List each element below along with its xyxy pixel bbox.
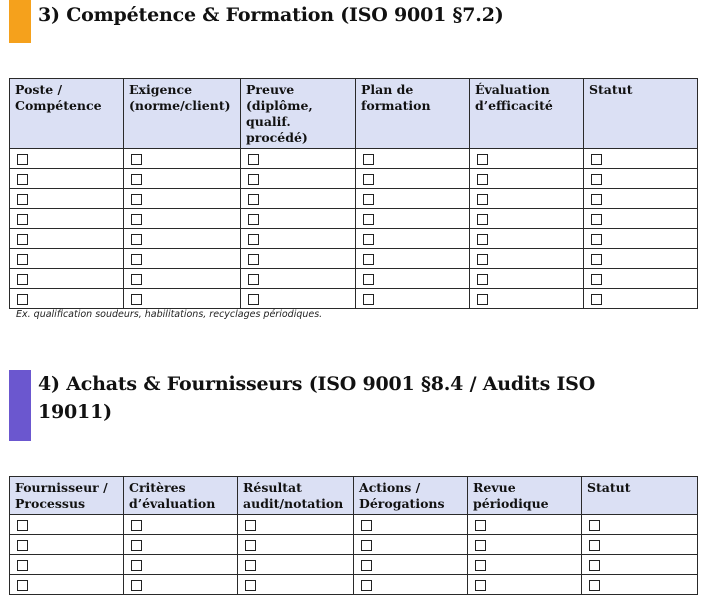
table-cell xyxy=(241,189,356,209)
table-cell xyxy=(354,535,468,555)
table-cell xyxy=(10,535,124,555)
checkbox[interactable] xyxy=(591,254,602,265)
checkbox[interactable] xyxy=(17,520,28,531)
table-cell xyxy=(10,149,124,169)
checkbox[interactable] xyxy=(248,234,259,245)
checkbox[interactable] xyxy=(248,294,259,305)
table-cell xyxy=(241,149,356,169)
table-cell xyxy=(124,189,241,209)
table-cell xyxy=(354,515,468,535)
checkbox[interactable] xyxy=(248,154,259,165)
table-cell xyxy=(356,269,470,289)
table-cell xyxy=(356,169,470,189)
section4-title-line1: 4) Achats & Fournisseurs (ISO 9001 §8.4 / Audits ISO xyxy=(38,373,596,395)
table-cell xyxy=(356,289,470,309)
table-cell xyxy=(584,269,698,289)
table-cell xyxy=(10,555,124,575)
checkbox[interactable] xyxy=(477,254,488,265)
table-cell xyxy=(10,269,124,289)
section3-note: Ex. qualification soudeurs, habilitations, recyclages périodiques. xyxy=(16,309,323,320)
checkbox[interactable] xyxy=(591,294,602,305)
checkbox[interactable] xyxy=(17,234,28,245)
checkbox[interactable] xyxy=(589,520,600,531)
table-cell xyxy=(584,249,698,269)
checkbox[interactable] xyxy=(17,154,28,165)
checkbox[interactable] xyxy=(361,580,372,591)
table-cell xyxy=(468,535,582,555)
checkbox[interactable] xyxy=(363,194,374,205)
header-plan-formation: Plan de formation xyxy=(356,79,470,149)
checkbox[interactable] xyxy=(131,520,142,531)
suppliers-table xyxy=(9,476,698,595)
competence-table xyxy=(9,78,698,309)
table-cell xyxy=(470,149,584,169)
table-row xyxy=(10,555,698,575)
checkbox[interactable] xyxy=(245,520,256,531)
header-resultat-audit: Résultat audit/notation xyxy=(238,477,354,515)
section3-title: 3) Compétence & Formation (ISO 9001 §7.2) xyxy=(38,4,504,26)
table-cell xyxy=(470,249,584,269)
header-preuve: Preuve (diplôme, qualif. procédé) xyxy=(241,79,356,149)
checkbox[interactable] xyxy=(477,294,488,305)
header-statut: Statut xyxy=(584,79,698,149)
section4-accent-bar xyxy=(9,370,31,441)
table-cell xyxy=(241,289,356,309)
table-cell xyxy=(468,515,582,535)
checkbox[interactable] xyxy=(248,214,259,225)
checkbox[interactable] xyxy=(591,214,602,225)
table-cell xyxy=(584,209,698,229)
table-cell xyxy=(470,289,584,309)
table-cell xyxy=(584,189,698,209)
header-poste-competence: Poste / Compétence xyxy=(10,79,124,149)
checkbox[interactable] xyxy=(17,174,28,185)
table-cell xyxy=(124,269,241,289)
checkbox[interactable] xyxy=(477,214,488,225)
table-row xyxy=(10,249,698,269)
table-cell xyxy=(468,555,582,575)
table-cell xyxy=(10,229,124,249)
checkbox[interactable] xyxy=(131,560,142,571)
checkbox[interactable] xyxy=(248,254,259,265)
table-cell xyxy=(582,535,698,555)
checkbox[interactable] xyxy=(363,274,374,285)
table-cell xyxy=(241,229,356,249)
checkbox[interactable] xyxy=(131,540,142,551)
checkbox[interactable] xyxy=(131,194,142,205)
table-cell xyxy=(584,149,698,169)
table-cell xyxy=(124,555,238,575)
table-header-row xyxy=(10,79,698,149)
checkbox[interactable] xyxy=(361,520,372,531)
checkbox[interactable] xyxy=(17,560,28,571)
table-cell xyxy=(470,169,584,189)
checkbox[interactable] xyxy=(475,540,486,551)
checkbox[interactable] xyxy=(589,580,600,591)
table-cell xyxy=(584,289,698,309)
table-cell xyxy=(356,229,470,249)
table-cell xyxy=(10,209,124,229)
table-cell xyxy=(10,249,124,269)
table-cell xyxy=(10,169,124,189)
table-cell xyxy=(584,229,698,249)
table-cell xyxy=(356,209,470,229)
checkbox[interactable] xyxy=(363,214,374,225)
checkbox[interactable] xyxy=(591,274,602,285)
table-cell xyxy=(241,209,356,229)
header-statut: Statut xyxy=(582,477,698,515)
table-header-row xyxy=(10,477,698,515)
checkbox[interactable] xyxy=(363,234,374,245)
checkbox[interactable] xyxy=(17,274,28,285)
table-cell xyxy=(238,535,354,555)
table-cell xyxy=(124,229,241,249)
table-cell xyxy=(10,515,124,535)
checkbox[interactable] xyxy=(17,254,28,265)
table-cell xyxy=(470,209,584,229)
table-cell xyxy=(354,555,468,575)
table-row xyxy=(10,189,698,209)
table-cell xyxy=(124,209,241,229)
table-cell xyxy=(124,149,241,169)
checkbox[interactable] xyxy=(591,154,602,165)
header-criteres-evaluation: Critères d’évaluation xyxy=(124,477,238,515)
checkbox[interactable] xyxy=(248,174,259,185)
table-row xyxy=(10,229,698,249)
section4-title xyxy=(38,370,595,426)
checkbox[interactable] xyxy=(248,274,259,285)
table-row xyxy=(10,149,698,169)
checkbox[interactable] xyxy=(17,580,28,591)
checkbox[interactable] xyxy=(475,560,486,571)
table-cell xyxy=(241,269,356,289)
checkbox[interactable] xyxy=(475,580,486,591)
checkbox[interactable] xyxy=(591,234,602,245)
header-fournisseur-processus: Fournisseur / Processus xyxy=(10,477,124,515)
checkbox[interactable] xyxy=(363,154,374,165)
table-cell xyxy=(356,249,470,269)
table-row xyxy=(10,289,698,309)
checkbox[interactable] xyxy=(477,154,488,165)
table-cell xyxy=(241,169,356,189)
checkbox[interactable] xyxy=(363,294,374,305)
checkbox[interactable] xyxy=(17,294,28,305)
table-row xyxy=(10,169,698,189)
checkbox[interactable] xyxy=(589,540,600,551)
header-actions-derogations: Actions / Dérogations xyxy=(354,477,468,515)
checkbox[interactable] xyxy=(477,274,488,285)
checkbox[interactable] xyxy=(245,540,256,551)
checkbox[interactable] xyxy=(131,580,142,591)
checkbox[interactable] xyxy=(477,234,488,245)
section3-accent-bar xyxy=(9,0,31,43)
table-row xyxy=(10,269,698,289)
header-revue-periodique: Revue périodique xyxy=(468,477,582,515)
checkbox[interactable] xyxy=(245,560,256,571)
table-cell xyxy=(584,169,698,189)
checkbox[interactable] xyxy=(477,194,488,205)
checkbox[interactable] xyxy=(591,194,602,205)
checkbox[interactable] xyxy=(131,234,142,245)
table-cell xyxy=(124,169,241,189)
table-cell xyxy=(582,555,698,575)
checkbox[interactable] xyxy=(17,214,28,225)
checkbox[interactable] xyxy=(475,520,486,531)
table-cell xyxy=(238,515,354,535)
checkbox[interactable] xyxy=(363,174,374,185)
checkbox[interactable] xyxy=(477,174,488,185)
table-cell xyxy=(124,515,238,535)
table-cell xyxy=(10,189,124,209)
table-cell xyxy=(356,149,470,169)
table-cell xyxy=(470,269,584,289)
header-evaluation-efficacite: Évaluation d’efficacité xyxy=(470,79,584,149)
checkbox[interactable] xyxy=(17,540,28,551)
checkbox[interactable] xyxy=(131,294,142,305)
checkbox[interactable] xyxy=(361,540,372,551)
table-cell xyxy=(10,289,124,309)
checkbox[interactable] xyxy=(591,174,602,185)
table-row xyxy=(10,515,698,535)
header-exigence: Exigence (norme/client) xyxy=(124,79,241,149)
table-cell xyxy=(124,249,241,269)
table-cell xyxy=(124,289,241,309)
table-cell xyxy=(582,515,698,535)
checkbox[interactable] xyxy=(131,154,142,165)
checkbox[interactable] xyxy=(245,580,256,591)
checkbox[interactable] xyxy=(363,254,374,265)
table-row xyxy=(10,209,698,229)
table-cell xyxy=(470,229,584,249)
checkbox[interactable] xyxy=(361,560,372,571)
table-cell xyxy=(124,535,238,555)
table-cell xyxy=(241,249,356,269)
section4-title-line2: 19011) xyxy=(38,401,112,423)
checkbox[interactable] xyxy=(131,174,142,185)
checkbox[interactable] xyxy=(248,194,259,205)
table-cell xyxy=(356,189,470,209)
checkbox[interactable] xyxy=(131,274,142,285)
table-row xyxy=(10,535,698,555)
checkbox[interactable] xyxy=(17,194,28,205)
table-cell xyxy=(238,555,354,575)
table-cell xyxy=(470,189,584,209)
checkbox[interactable] xyxy=(131,214,142,225)
checkbox[interactable] xyxy=(589,560,600,571)
checkbox[interactable] xyxy=(131,254,142,265)
